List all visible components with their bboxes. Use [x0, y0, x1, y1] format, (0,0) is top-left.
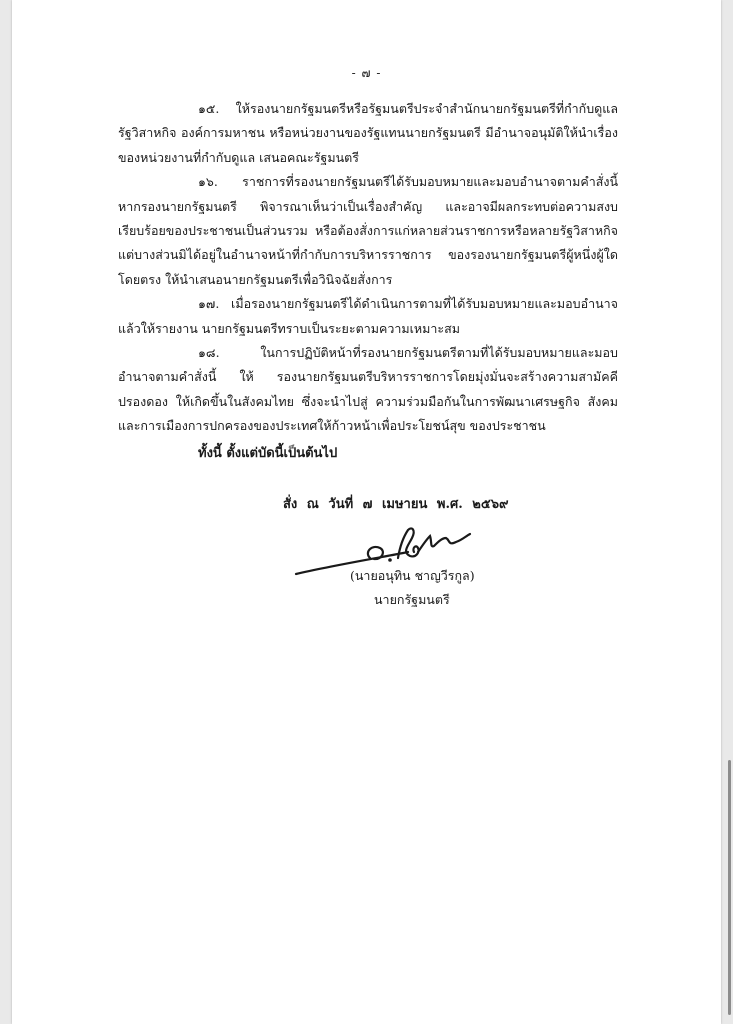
closing-statement: ทั้งนี้ ตั้งแต่บัดนี้เป็นต้นไป: [198, 446, 338, 461]
clause-16: ๑๖. ราชการที่รองนายกรัฐมนตรีได้รับมอบหมายและมอบอำนาจตามคำสั่งนี้ หากรองนายกรัฐมนตรี พิจารณาเห็นว่าเป็นเรื่องสำคัญ และอาจมีผลกระทบต่อความสงบเรียบร้อยของประชาชนเป็นส่วนรวม หรือต้องสั่งการแก่หลายส่วนราชการหรือหลายรัฐวิสาหกิจแต่บางส่วนมิได้อยู่ในอำนาจหน้าที่กำกับการบริหารราชการ ของรองนายกรัฐมนตรีผู้หนึ่งผู้ใดโดยตรง ให้นำเสนอนายกรัฐมนตรีเพื่อวินิจฉัยสั่งการ: [118, 174, 618, 287]
clause-15: ๑๕. ให้รองนายกรัฐมนตรีหรือรัฐมนตรีประจำสำนักนายกรัฐมนตรีที่กำกับดูแลรัฐวิสาหกิจ องค์การมหาชน หรือหน่วยงานของรัฐแทนนายกรัฐมนตรี มีอำนาจอนุมัติให้นำเรื่องของหน่วยงานที่กำกับดูแล เสนอคณะรัฐมนตรี: [118, 101, 618, 165]
signer-title: นายกรัฐมนตรี: [374, 592, 450, 607]
document-body: [118, 97, 618, 439]
clause-17: ๑๗. เมื่อรองนายกรัฐมนตรีได้ดำเนินการตามที่ได้รับมอบหมายและมอบอำนาจแล้วให้รายงาน นายกรัฐมนตรีทราบเป็นระยะตามความเหมาะสม: [118, 296, 618, 336]
page-number: - ๗ -: [351, 66, 382, 80]
scrollbar[interactable]: [728, 760, 731, 1015]
signer-name: (นายอนุทิน ชาญวีรกูล): [350, 568, 475, 583]
order-date-line: สั่ง ณ วันที่ ๗ เมษายน พ.ศ. ๒๕๖๙: [283, 497, 509, 512]
clause-18: ๑๘. ในการปฏิบัติหน้าที่รองนายกรัฐมนตรีตามที่ได้รับมอบหมายและมอบอำนาจตามคำสั่งนี้ ให้ รองนายกรัฐมนตรีบริหารราชการโดยมุ่งมั่นจะสร้างความสามัคคี ปรองดอง ให้เกิดขึ้นในสังคมไทย ซึ่งจะนำไปสู่ ความร่วมมือกันในการพัฒนาเศรษฐกิจ สังคม และการเมืองการปกครองของประเทศให้ก้าวหน้าเพื่อประโยชน์สุข ของประชาชน: [118, 345, 618, 434]
